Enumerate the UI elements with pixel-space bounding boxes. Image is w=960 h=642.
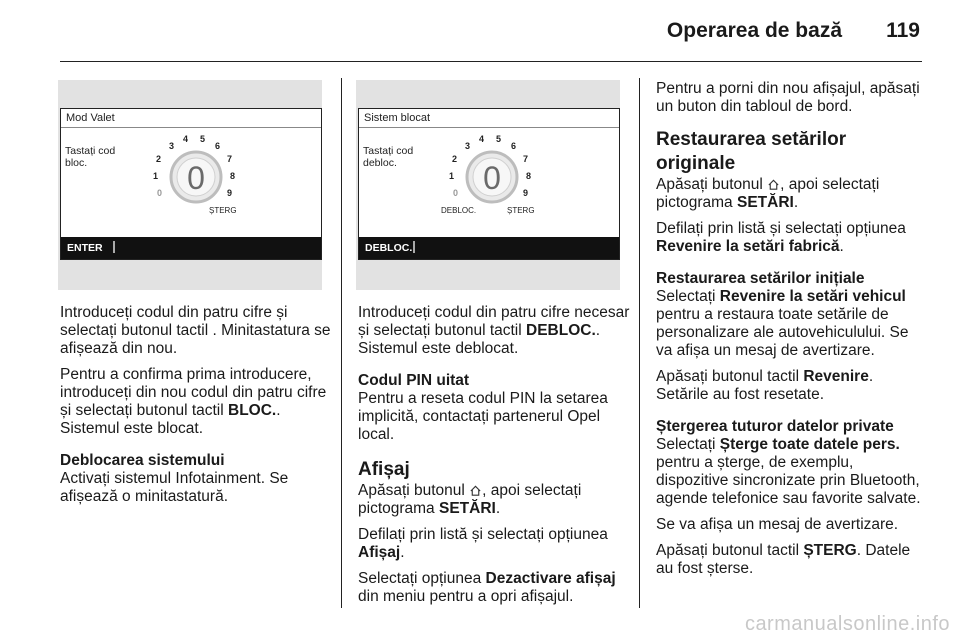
watermark: carmanualsonline.info	[744, 613, 950, 635]
digit-8[interactable]: 8	[230, 171, 236, 181]
page-number: 119	[886, 19, 920, 42]
paragraph: Apăsați butonul , apoi selectați pictograma SETĂRI.	[358, 482, 582, 517]
center-digit: 0	[483, 160, 501, 196]
digit-5[interactable]: 5	[200, 134, 206, 144]
paragraph: Selectați opțiunea Dezactivare afișaj din meniu pentru a opri afișajul.	[358, 570, 616, 605]
digit-0[interactable]: 0	[453, 188, 459, 198]
digit-7[interactable]: 7	[523, 154, 529, 164]
delete-key[interactable]: ȘTERG	[209, 206, 237, 215]
enter-button[interactable]: ENTER	[67, 242, 103, 254]
column-1	[60, 304, 332, 514]
column-divider-2	[639, 78, 640, 608]
paragraph: Se va afișa un mesaj de avertizare.	[656, 516, 899, 533]
digit-6[interactable]: 6	[511, 141, 517, 151]
digit-4[interactable]: 4	[183, 134, 189, 144]
home-icon	[767, 178, 780, 191]
digit-2[interactable]: 2	[156, 154, 162, 164]
center-digit: 0	[187, 160, 205, 196]
subheading-pin: Codul PIN uitat	[358, 372, 470, 389]
unlock-button[interactable]: DEBLOC.	[365, 242, 413, 254]
paragraph: Apăsați butonul tactil ȘTERG. Datele au fost șterse.	[656, 542, 911, 577]
delete-key[interactable]: ȘTERG	[507, 206, 535, 215]
paragraph: Pentru a porni din nou afișajul, apăsați un buton din tabloul de bord.	[656, 80, 920, 115]
digit-7[interactable]: 7	[227, 154, 233, 164]
screen-image-valet	[58, 80, 322, 290]
digit-8[interactable]: 8	[526, 171, 532, 181]
digit-6[interactable]: 6	[215, 141, 221, 151]
screen-action-bar	[61, 237, 321, 259]
digit-4[interactable]: 4	[479, 134, 485, 144]
section-heading-display: Afișaj	[358, 459, 410, 480]
screen-prompt: Tastați cod bloc.	[65, 145, 116, 169]
section-heading-restore: Restaurarea setărilor originale	[656, 129, 847, 174]
digit-1[interactable]: 1	[449, 171, 455, 181]
paragraph: Selectați Șterge toate datele pers. pentru a șterge, de exemplu, dispozitive sincronizate prin Bluetooth, agende telefonice sau favorite salvate.	[656, 436, 921, 507]
paragraph: Introduceți codul din patru cifre și selectați butonul tactil . Minitastatura se afișează din nou.	[60, 304, 331, 357]
page-header	[60, 0, 922, 62]
digit-9[interactable]: 9	[227, 188, 233, 198]
screen-image-locked	[356, 80, 620, 290]
paragraph: Activați sistemul Infotainment. Se afișează o minitastatură.	[60, 470, 289, 505]
screen-action-bar	[359, 237, 619, 259]
paragraph: Pentru a reseta codul PIN la setarea implicită, contactați partenerul Opel local.	[358, 390, 608, 443]
digit-3[interactable]: 3	[169, 141, 175, 151]
screen-title: Sistem blocat	[364, 112, 431, 124]
subheading-initial: Restaurarea setărilor inițiale	[656, 270, 865, 287]
digit-2[interactable]: 2	[452, 154, 458, 164]
digit-1[interactable]: 1	[153, 171, 159, 181]
home-icon	[469, 484, 482, 497]
column-3	[656, 80, 928, 586]
subheading-delete: Ștergerea tuturor datelor private	[656, 418, 894, 435]
digit-5[interactable]: 5	[496, 134, 502, 144]
paragraph: Defilați prin listă și selectați opțiunea Afișaj.	[358, 526, 608, 561]
paragraph: Selectați Revenire la setări vehicul pentru a restaura toate setările de personalizare ale autovehiculului. Se va afișa un mesaj de avertizare.	[656, 288, 909, 359]
paragraph: Introduceți codul din patru cifre necesar și selectați butonul tactil DEBLOC.. Sistemul este deblocat.	[358, 304, 630, 357]
unlock-key[interactable]: DEBLOC.	[441, 206, 477, 215]
page-title: Operarea de bază	[666, 19, 842, 42]
paragraph: Pentru a confirma prima introducere, introduceți din nou codul din patru cifre și selectați butonul tactil BLOC.. Sistemul este blocat.	[60, 366, 327, 437]
column-divider-1	[341, 78, 342, 608]
screen-prompt: Tastați cod debloc.	[363, 145, 414, 169]
subheading-unlock: Deblocarea sistemului	[60, 452, 225, 469]
infotainment-screen	[358, 108, 620, 260]
digit-3[interactable]: 3	[465, 141, 471, 151]
infotainment-screen	[60, 108, 322, 260]
screen-title: Mod Valet	[66, 112, 115, 124]
paragraph: Defilați prin listă și selectați opțiunea Revenire la setări fabrică.	[656, 220, 906, 255]
digit-0[interactable]: 0	[157, 188, 163, 198]
column-2	[358, 304, 630, 614]
digit-9[interactable]: 9	[523, 188, 529, 198]
paragraph: Apăsați butonul tactil Revenire. Setările au fost resetate.	[656, 368, 874, 403]
paragraph: Apăsați butonul , apoi selectați pictograma SETĂRI.	[656, 176, 880, 211]
